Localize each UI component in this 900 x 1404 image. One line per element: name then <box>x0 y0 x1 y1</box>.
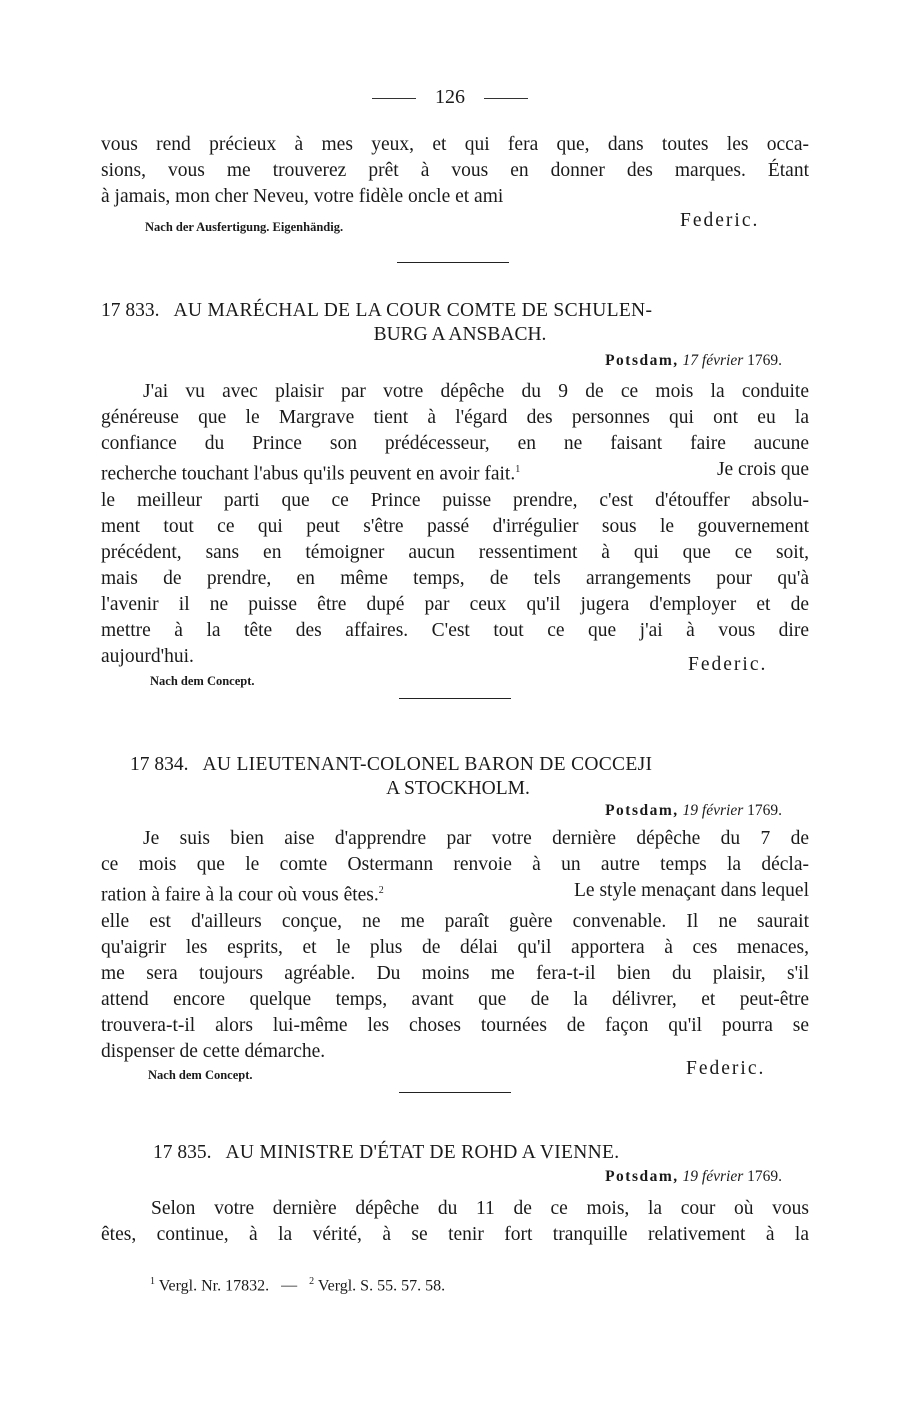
text-segment: Le style menaçant dans lequel <box>574 880 809 901</box>
dateline-year: 1769. <box>747 1168 782 1185</box>
letter-heading <box>153 1140 793 1166</box>
source-note: Nach der Ausfertigung. Eigenhändig. <box>145 220 344 234</box>
letter-number: 17 833. <box>101 300 160 321</box>
letter-recipient: AU MINISTRE D'ÉTAT DE ROHD A VIENNE. <box>225 1142 620 1163</box>
header-rule-right <box>484 98 528 99</box>
text-line: précédent, sans en témoigner aucun ressentiment à qui que ce soit, <box>101 541 809 563</box>
text-line: sions, vous me trouverez prêt à vous en donner des marques. Étant <box>101 160 809 181</box>
letter-number: 17 834. <box>130 754 189 775</box>
text-line: qu'aigrir les esprits, et le plus de délai qu'il apportera à ces menaces, <box>101 936 809 958</box>
text-line: Selon votre dernière dépêche du 11 de ce mois, la cour où vous <box>151 1198 809 1219</box>
text-line: me sera toujours agréable. Du moins me fera-t-il bien du plaisir, s'il <box>101 962 809 984</box>
text-line: le meilleur parti que ce Prince puisse prendre, c'est d'étouffer absolu- <box>101 489 809 511</box>
text-line: elle est d'ailleurs conçue, ne me paraît guère convenable. Il ne saurait <box>101 910 809 932</box>
letter-recipient: AU MARÉCHAL DE LA COUR COMTE DE SCHULEN- <box>173 300 653 321</box>
footnote-ref: 1 <box>515 464 521 475</box>
text-line: ment tout ce qui peut s'être passé d'irrégulier sous le gouvernement <box>101 515 809 537</box>
text-segment: ration à faire à la cour où vous êtes. <box>101 884 379 906</box>
letter-recipient-cont: A STOCKHOLM. <box>386 778 530 799</box>
dateline-place: Potsdam, <box>605 1168 679 1185</box>
letter-number: 17 835. <box>153 1142 212 1163</box>
text-line: Je suis bien aise d'apprendre par votre dernière dépêche du 7 de <box>143 828 809 849</box>
letter-recipient: AU LIEUTENANT-COLONEL BARON DE COCCEJI <box>202 754 653 775</box>
page-number: 126 <box>435 86 465 108</box>
text-line: êtes, continue, à la vérité, à se tenir fort tranquille relativement à la <box>101 1224 809 1245</box>
footnote-mark: 2 <box>309 1276 315 1287</box>
text-line: mais de prendre, en même temps, de tels arrangements pour qu'à <box>101 567 809 589</box>
text-segment: Je crois que <box>716 459 809 480</box>
text-line: à jamais, mon cher Neveu, votre fidèle oncle et ami <box>101 186 504 207</box>
dateline-year: 1769. <box>747 802 782 819</box>
page-header <box>0 86 900 109</box>
dateline-date: 19 février <box>682 802 744 819</box>
dateline <box>605 1168 782 1186</box>
dateline-place: Potsdam, <box>605 352 679 369</box>
text-line: confiance du Prince son prédécesseur, en ne faisant faire aucune <box>101 433 809 454</box>
text-line: J'ai vu avec plaisir par votre dépêche du 9 de ce mois la conduite <box>143 381 809 402</box>
separator-rule <box>397 262 509 263</box>
text-line <box>101 457 809 488</box>
footnote-mark: 1 <box>150 1276 155 1287</box>
dateline-year: 1769. <box>747 352 782 369</box>
continuation-text <box>101 132 809 210</box>
text-segment: recherche touchant l'abus qu'ils peuvent en avoir fait. <box>101 463 516 485</box>
dateline-date: 17 février <box>682 352 744 369</box>
text-line: vous rend précieux à mes yeux, et qui fera que, dans toutes les occa- <box>101 134 809 155</box>
letter-heading <box>101 298 811 324</box>
separator-rule <box>399 1092 511 1093</box>
text-line: ce mois que le comte Ostermann renvoie à un autre temps la décla- <box>101 854 809 875</box>
letter-body <box>101 379 809 670</box>
signature: Federic. <box>688 654 768 675</box>
text-line: l'avenir il ne puisse être dupé par ceux qu'il jugera d'employer et de <box>101 593 809 615</box>
text-line: généreuse que le Margrave tient à l'égard des personnes qui ont eu la <box>101 407 809 428</box>
text-line: dispenser de cette démarche. <box>101 1040 326 1062</box>
source-note: Nach dem Concept. <box>150 674 255 688</box>
header-rule-left <box>372 98 416 99</box>
signature: Federic. <box>680 210 760 231</box>
text-line: mettre à la tête des affaires. C'est tout ce que j'ai à vous dire <box>101 619 809 641</box>
footnotes <box>150 1276 445 1295</box>
footnote-text: Vergl. S. 55. 57. 58. <box>317 1277 446 1295</box>
letter-body <box>101 826 809 1065</box>
text-line: attend encore quelque temps, avant que de la délivrer, et peut-être <box>101 988 809 1010</box>
dateline <box>605 802 782 820</box>
dateline-date: 19 février <box>682 1168 744 1185</box>
letter-body <box>101 1196 809 1248</box>
letter-recipient-cont: BURG A ANSBACH. <box>373 324 547 345</box>
footnote-ref: 2 <box>378 885 384 896</box>
footnote-separator: — <box>281 1277 298 1295</box>
separator-rule <box>399 698 511 699</box>
text-line: trouvera-t-il alors lui-même les choses tournées de façon qu'il pourra se <box>101 1014 809 1036</box>
text-line <box>101 878 809 909</box>
footnote-text: Vergl. Nr. 17832. <box>158 1277 270 1295</box>
source-note: Nach dem Concept. <box>148 1068 253 1082</box>
dateline-place: Potsdam, <box>605 802 679 819</box>
letter-heading <box>130 752 790 778</box>
signature: Federic. <box>686 1058 766 1079</box>
text-line: aujourd'hui. <box>101 645 194 667</box>
dateline <box>605 352 782 370</box>
